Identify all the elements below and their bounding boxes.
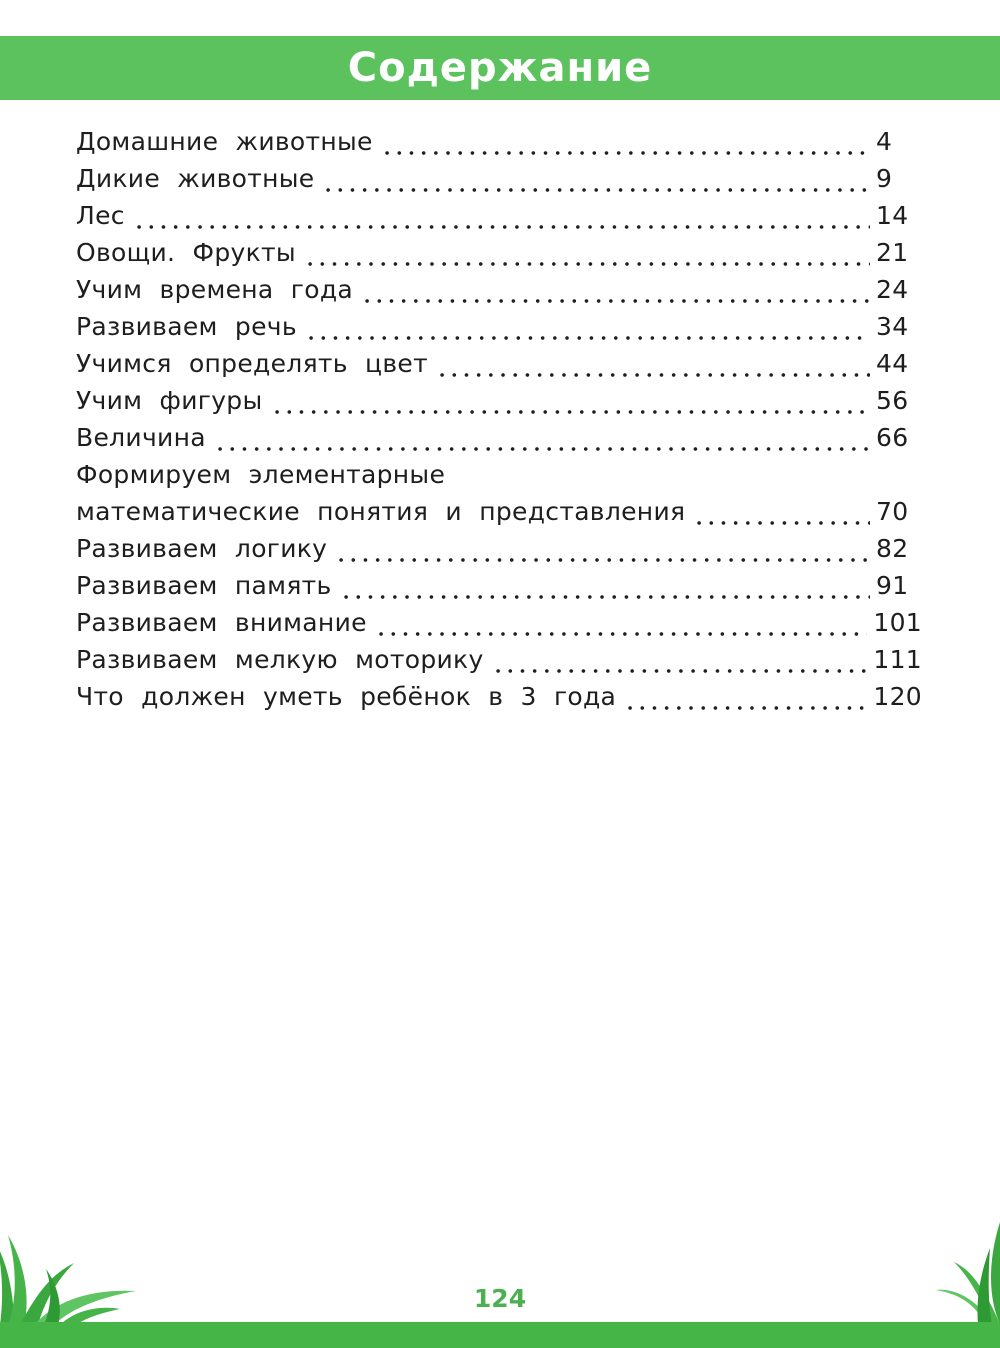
toc-entry-title: Развиваем память [76, 571, 332, 600]
toc-entry-title: Развиваем внимание [76, 608, 367, 637]
toc-entry-title: Учим времена года [76, 275, 354, 304]
toc-entry-page: 91 [876, 571, 909, 600]
toc-leader-dots [693, 493, 870, 530]
toc-entry-page: 56 [876, 386, 909, 415]
toc-entry-page: 44 [876, 349, 909, 378]
toc-entry-page: 120 [873, 682, 922, 711]
toc-entry [76, 123, 922, 160]
toc-leader-dots [322, 160, 870, 197]
toc-entry-title: Что должен уметь ребёнок в 3 года [76, 682, 617, 711]
table-of-contents [76, 123, 922, 715]
toc-entry-page: 4 [876, 127, 893, 156]
toc-entry-title: Развиваем логику [76, 534, 328, 563]
toc-entry [76, 345, 922, 382]
toc-leader-dots [340, 567, 870, 604]
toc-entry [76, 604, 922, 641]
toc-entry [76, 419, 922, 456]
toc-entry-title-line1: Формируем элементарные [76, 460, 446, 489]
toc-leader-dots [492, 641, 868, 678]
toc-leader-dots [624, 678, 867, 715]
toc-entry-page: 101 [873, 608, 922, 637]
toc-entry-title: Домашние животные [76, 127, 373, 156]
toc-leader-dots [335, 530, 870, 567]
toc-entry [76, 678, 922, 715]
toc-leader-dots [304, 234, 870, 271]
toc-entry-title: Учимся определять цвет [76, 349, 428, 378]
page-title: Содержание [347, 45, 653, 91]
toc-entry-title: Развиваем мелкую моторику [76, 645, 484, 674]
toc-leader-dots [361, 271, 870, 308]
toc-entry [76, 308, 922, 345]
toc-entry-page: 82 [876, 534, 909, 563]
toc-entry-title: Лес [76, 201, 125, 230]
toc-entry-title: математические понятия и представления [76, 497, 686, 526]
toc-entry [76, 530, 922, 567]
toc-leader-dots [214, 419, 870, 456]
toc-entry [76, 234, 922, 271]
toc-entry-title: Величина [76, 423, 206, 452]
toc-entry-title: Дикие животные [76, 164, 315, 193]
toc-entry [76, 382, 922, 419]
toc-leader-dots [436, 345, 870, 382]
toc-entry-title: Учим фигуры [76, 386, 263, 415]
toc-entry [76, 160, 922, 197]
toc-entry [76, 641, 922, 678]
toc-entry-title: Овощи. Фрукты [76, 238, 296, 267]
toc-leader-dots [375, 604, 868, 641]
footer-bar [0, 1322, 1000, 1348]
toc-leader-dots [305, 308, 870, 345]
toc-leader-dots [271, 382, 870, 419]
toc-entry-page: 24 [876, 275, 909, 304]
toc-entry [76, 197, 922, 234]
toc-entry-page: 34 [876, 312, 909, 341]
toc-entry [76, 493, 922, 530]
toc-entry-page: 111 [873, 645, 922, 674]
toc-entry [76, 567, 922, 604]
toc-entry-page: 21 [876, 238, 909, 267]
toc-entry-page: 70 [876, 497, 909, 526]
toc-entry-title: Развиваем речь [76, 312, 297, 341]
page-number: 124 [473, 1284, 527, 1313]
toc-entry-page: 66 [876, 423, 909, 452]
toc-entry-first-line [76, 456, 922, 493]
toc-leader-dots [381, 123, 870, 160]
toc-entry-page: 14 [876, 201, 909, 230]
toc-entry-page: 9 [876, 164, 893, 193]
toc-entry [76, 271, 922, 308]
header-banner [0, 36, 1000, 100]
toc-leader-dots [133, 197, 870, 234]
